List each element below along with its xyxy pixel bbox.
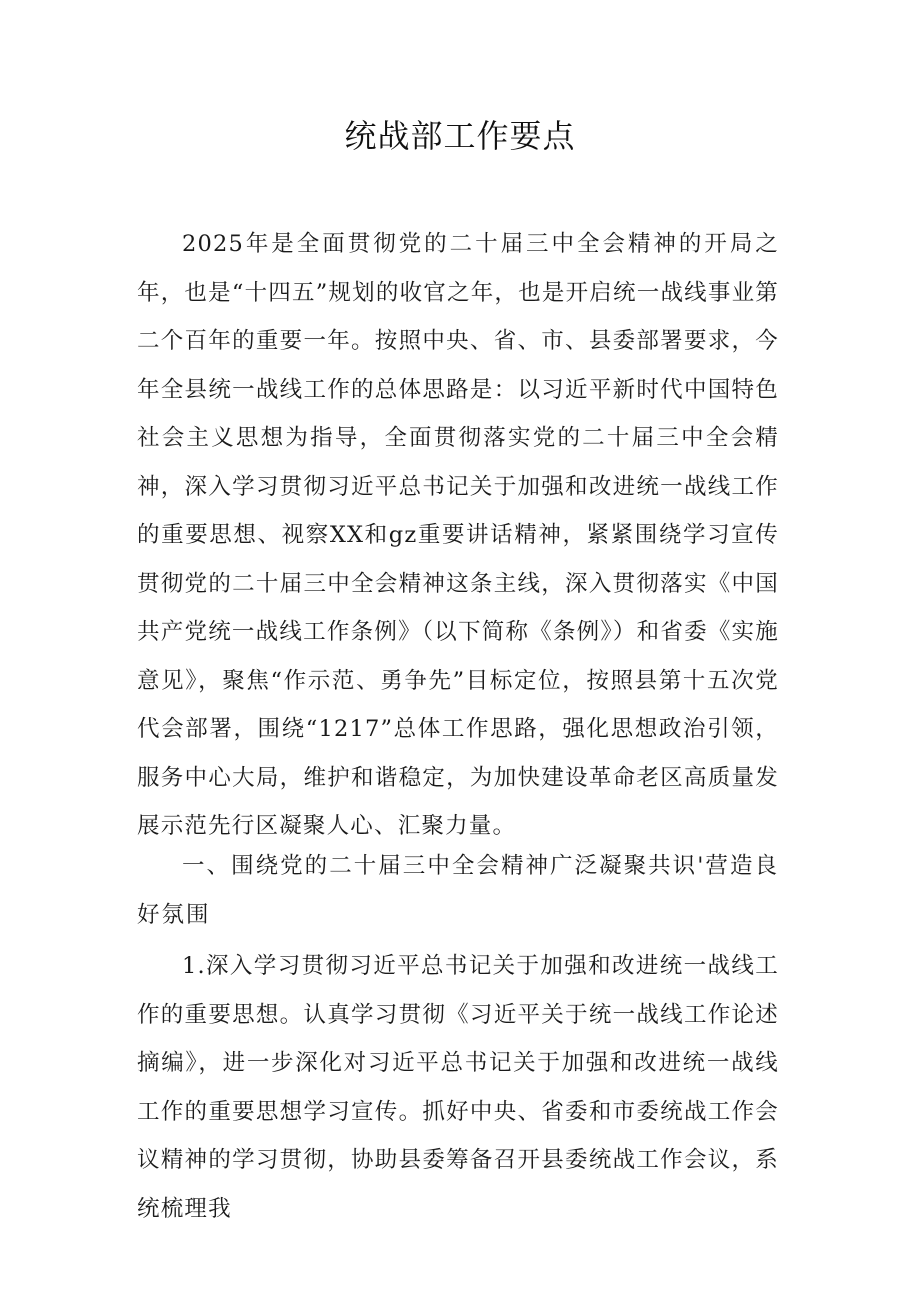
document-title: 统战部工作要点 bbox=[344, 117, 576, 155]
item-paragraph-1: 1.深入学习贯彻习近平总书记关于加强和改进统一战线工作的重要思想。认真学习贯彻《习近平关于统一战线工作论述摘编》，进一步深化对习近平总书记关于加强和改进统一战线工作的重要思想学习宣传。抓好中央、省委和市委统战工作会议精神的学习贯彻，协助县委筹备召开县委统战工作会议，系统梳理我 bbox=[137, 953, 779, 1222]
intro-paragraph: 2025年是全面贯彻党的二十届三中全会精神的开局之年，也是“十四五”规划的收官之年，也是开启统一战线事业第二个百年的重要一年。按照中央、省、市、县委部署要求，今年全县统一战线工作的总体思路是：以习近平新时代中国特色社会主义思想为指导，全面贯彻落实党的二十届三中全会精神，深入学习贯彻习近平总书记关于加强和改进统一战线工作的重要思想、视察XX和gz重要讲话精神，紧紧围绕学习宣传贯彻党的二十届三中全会精神这条主线，深入贯彻落实《中国共产党统一战线工作条例》（以下简称《条例》）和省委《实施意见》，聚焦“作示范、勇争先”目标定位，按照县第十五次党代会部署，围绕“1217”总体工作思路，强化思想政治引领，服务中心大局，维护和谐稳定，为加快建设革命老区高质量发展示范先行区凝聚人心、汇聚力量。 bbox=[137, 231, 779, 839]
section-heading-1: 一、围绕党的二十届三中全会精神广泛凝聚共识'营造良好氛围 bbox=[137, 853, 779, 928]
